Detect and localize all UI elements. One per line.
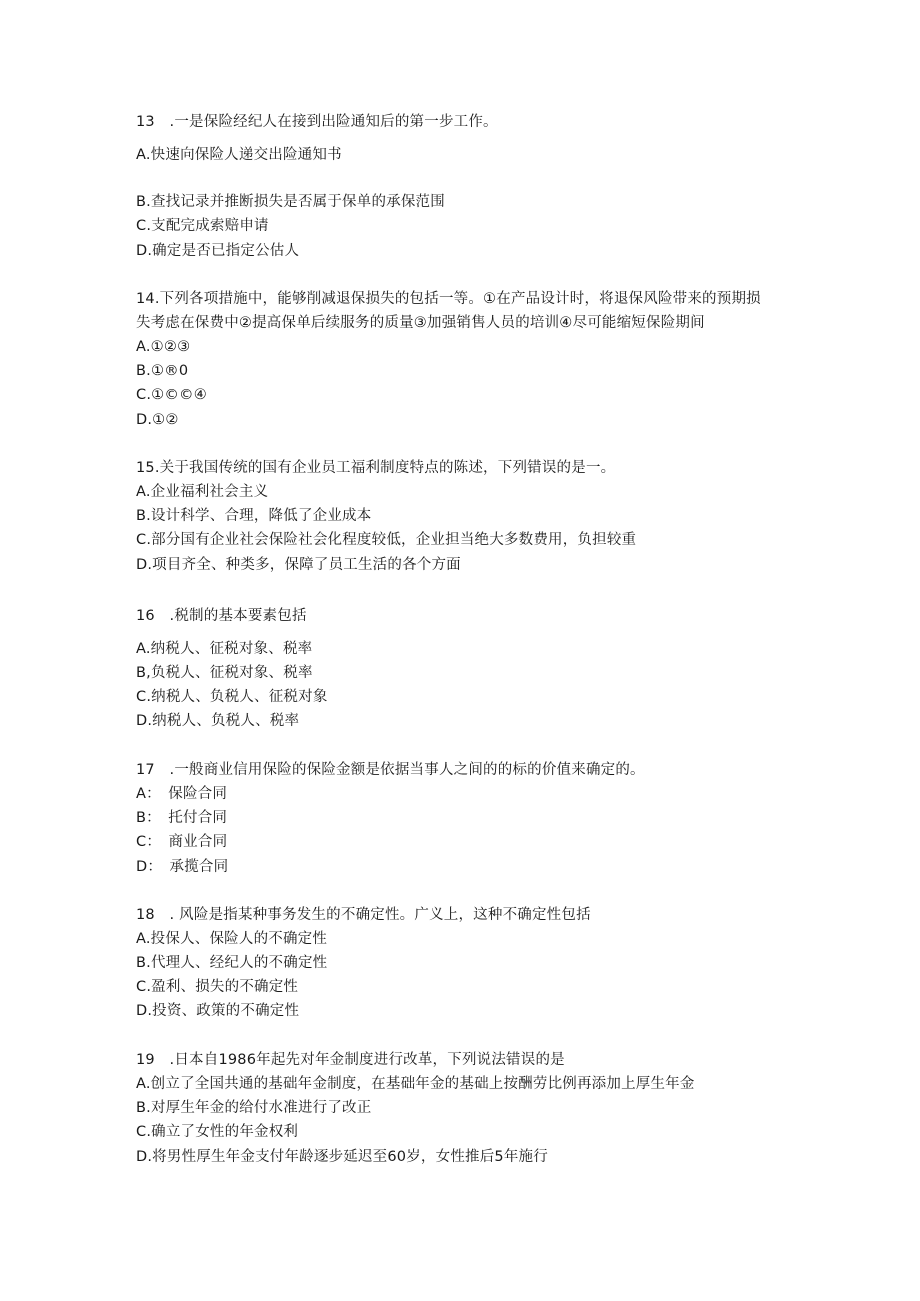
question-13-option-b: B.查找记录并推断损失是否属于保单的承保范围 [136,194,445,210]
question-18-option-b: B.代理人、经纪人的不确定性 [136,955,328,971]
question-14-option-c: C.①©©④ [136,387,207,403]
question-17-option-c: C： 商业合同 [136,834,228,850]
question-16-option-a: A.纳税人、征税对象、税率 [136,641,313,657]
question-14-option-a: A.①②③ [136,339,191,355]
question-17-stem: 17 .一般商业信用保险的保险金额是依据当事人之间的的标的价值来确定的。 [136,762,645,778]
question-16-stem: 16 .税制的基本要素包括 [136,608,307,624]
question-15-stem: 15.关于我国传统的国有企业员工福利制度特点的陈述，下列错误的是一。 [136,460,616,476]
question-13-option-a: A.快速向保险人递交出险通知书 [136,147,342,163]
question-19-stem: 19 .日本自1986年起先对年金制度进行改革，下列说法错误的是 [136,1052,565,1068]
question-13-option-d: D.确定是否已指定公估人 [136,243,300,259]
question-18-option-d: D.投资、政策的不确定性 [136,1003,300,1019]
question-16-option-d: D.纳税人、负税人、税率 [136,713,300,729]
question-14-option-b: B.①®0 [136,363,189,379]
question-19-option-c: C.确立了女性的年金权利 [136,1124,299,1140]
question-18-stem: 18 . 风险是指某种事务发生的不确定性。广义上，这种不确定性包括 [136,907,591,923]
question-15-option-b: B.设计科学、合理，降低了企业成本 [136,508,372,524]
question-13-option-c: C.支配完成索赔申请 [136,218,269,234]
question-17-option-b: B： 托付合同 [136,810,228,826]
question-18-option-a: A.投保人、保险人的不确定性 [136,931,328,947]
question-18-option-c: C.盈利、损失的不确定性 [136,979,299,995]
question-16-option-b: B,负税人、征税对象、税率 [136,665,313,681]
question-13-stem: 13 .一是保险经纪人在接到出险通知后的第一步工作。 [136,114,498,130]
question-15-option-a: A.企业福利社会主义 [136,484,269,500]
question-19-option-d: D.将男性厚生年金支付年龄逐步延迟至60岁，女性推后5年施行 [136,1149,548,1165]
question-14-stem-line-1: 14.下列各项措施中，能够削减退保损失的包括一等。①在产品设计时，将退保风险带来的预期损 [136,291,761,307]
question-19-option-b: B.对厚生年金的给付水准进行了改正 [136,1100,372,1116]
question-17-option-d: D： 承揽合同 [136,859,229,875]
question-15-option-c: C.部分国有企业社会保险社会化程度较低，企业担当绝大多数费用，负担较重 [136,532,637,548]
question-19-option-a: A.创立了全国共通的基础年金制度，在基础年金的基础上按酬劳比例再添加上厚生年金 [136,1076,695,1092]
question-14-option-d: D.①② [136,412,179,428]
question-16-option-c: C.纳税人、负税人、征税对象 [136,689,328,705]
question-14-stem-line-2: 失考虑在保费中②提高保单后续服务的质量③加强销售人员的培训④尽可能缩短保险期间 [136,315,705,331]
question-17-option-a: A： 保险合同 [136,786,228,802]
question-15-option-d: D.项目齐全、种类多，保障了员工生活的各个方面 [136,557,461,573]
